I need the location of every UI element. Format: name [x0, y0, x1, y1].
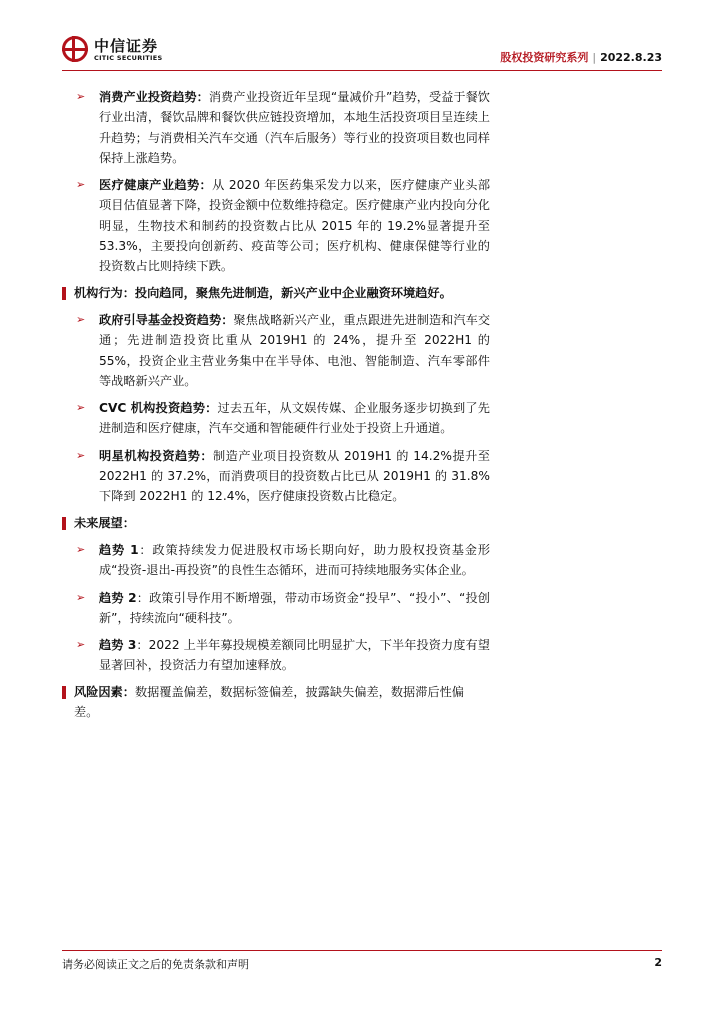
section-marker: [62, 287, 66, 300]
item-title: 明星机构投资趋势：: [99, 448, 213, 463]
main-content: [0, 80, 662, 722]
page-number: 2: [654, 956, 662, 969]
sub-bullet-item: [0, 540, 662, 581]
header-separator: |: [592, 51, 597, 64]
header-divider: [62, 70, 662, 71]
section-heading: [62, 283, 478, 303]
item-title: 趋势 3: [99, 638, 137, 653]
arrow-bullet-icon: ➢: [76, 401, 86, 415]
page-header: [62, 33, 662, 71]
item-text: 过去五年，从文娱传媒、企业服务逐步切换到了先进制造和医疗健康，汽车交通和智能硬件行业处于投资上升通道。: [99, 401, 490, 436]
item-text: 制造产业项目投资数从 2019H1 的 14.2%提升至 2022H1 的 37.2%，而消费项目的投资数占比已从 2019H1 的 31.8%下降到 2022H1 的 12.4%，医疗健康投资数占比稳定。: [99, 448, 490, 504]
item-title: 趋势 1: [99, 542, 139, 557]
section-text: 数据覆盖偏差，数据标签偏差，披露缺失偏差，数据滞后性偏差。: [74, 684, 464, 720]
item-text: ：政策持续发力促进股权市场长期向好，助力股权投资基金形成“投资-退出-再投资”的良性生态循环，进而可持续地服务实体企业。: [99, 542, 491, 578]
report-series: 股权投资研究系列: [500, 51, 589, 64]
item-text: 聚焦战略新兴产业，重点跟进先进制造和汽车交通；先进制造投资比重从 2019H1 的 24%，提升至 2022H1 的 55%，投资企业主营业务集中在半导体、电池、智能制造、汽车零部件等战略新兴产业。: [99, 312, 491, 388]
arrow-bullet-icon: ➢: [76, 448, 86, 462]
sub-bullet-item: [0, 588, 662, 629]
item-title: 政府引导基金投资趋势：: [99, 312, 234, 327]
logo-text-cn: 中信证券: [94, 37, 159, 55]
section-title: 风险因素：: [74, 684, 135, 699]
section-heading: [62, 682, 478, 723]
arrow-bullet-icon: ➢: [76, 638, 86, 652]
arrow-bullet-icon: ➢: [76, 590, 86, 604]
arrow-bullet-icon: ➢: [76, 312, 86, 326]
section-heading: [62, 513, 478, 533]
item-text: 从 2020 年医药集采发力以来，医疗健康产业头部项目估值显著下降，投资金额中位数维持稳定。医疗健康产业内投向分化明显，生物技术和制药的投资数占比从 2015 年的 19.2%显著提升至 53.3%，主要投向创新药、疫苗等公司；医疗机构、健康保健等行业的投资数占比则持续下跌。: [99, 178, 491, 274]
sub-bullet-item: [0, 310, 662, 391]
item-title: 消费产业投资趋势：: [99, 90, 209, 104]
item-text: 消费产业投资近年呈现“量减价升”趋势，受益于餐饮行业出清，餐饮品牌和餐饮供应链投资增加，本地生活投资项目呈连续上升趋势；与消费相关汽车交通（汽车后服务）等行业的投资项目数也同样保持上涨趋势。: [99, 90, 490, 165]
item-title: 医疗健康产业趋势：: [99, 178, 213, 193]
header-meta: [500, 49, 662, 65]
section-marker: [62, 517, 66, 530]
sub-bullet-item: [0, 398, 662, 439]
report-date: 2022.8.23: [600, 51, 662, 64]
sub-bullet-item: [0, 175, 662, 276]
sub-bullet-item: [0, 446, 662, 507]
footer-divider: [62, 950, 662, 951]
citic-logo: [62, 35, 222, 65]
sub-bullet-item: [0, 635, 662, 676]
section-marker: [62, 686, 66, 699]
item-text: ：政策引导作用不断增强，带动市场资金“投早”、“投小”、“投创新”，持续流向“硬科技”。: [99, 590, 490, 625]
citic-logo-icon: [62, 36, 88, 62]
logo-text-en: CITIC SECURITIES: [94, 54, 163, 62]
section-title: 未来展望：: [74, 515, 135, 530]
arrow-bullet-icon: ➢: [76, 178, 86, 192]
item-title: CVC 机构投资趋势：: [99, 401, 218, 416]
item-text: ：2022 上半年募投规模差额同比明显扩大，下半年投资力度有望显著回补，投资活力有望加速释放。: [99, 638, 490, 673]
item-title: 趋势 2: [99, 590, 137, 605]
sub-bullet-item: [0, 87, 662, 168]
arrow-bullet-icon: ➢: [76, 542, 86, 556]
section-title: 机构行为：投向趋同，聚焦先进制造，新兴产业中企业融资环境趋好。: [74, 285, 452, 300]
footer-disclaimer: 请务必阅读正文之后的免责条款和声明: [62, 958, 249, 971]
arrow-bullet-icon: ➢: [76, 90, 86, 103]
